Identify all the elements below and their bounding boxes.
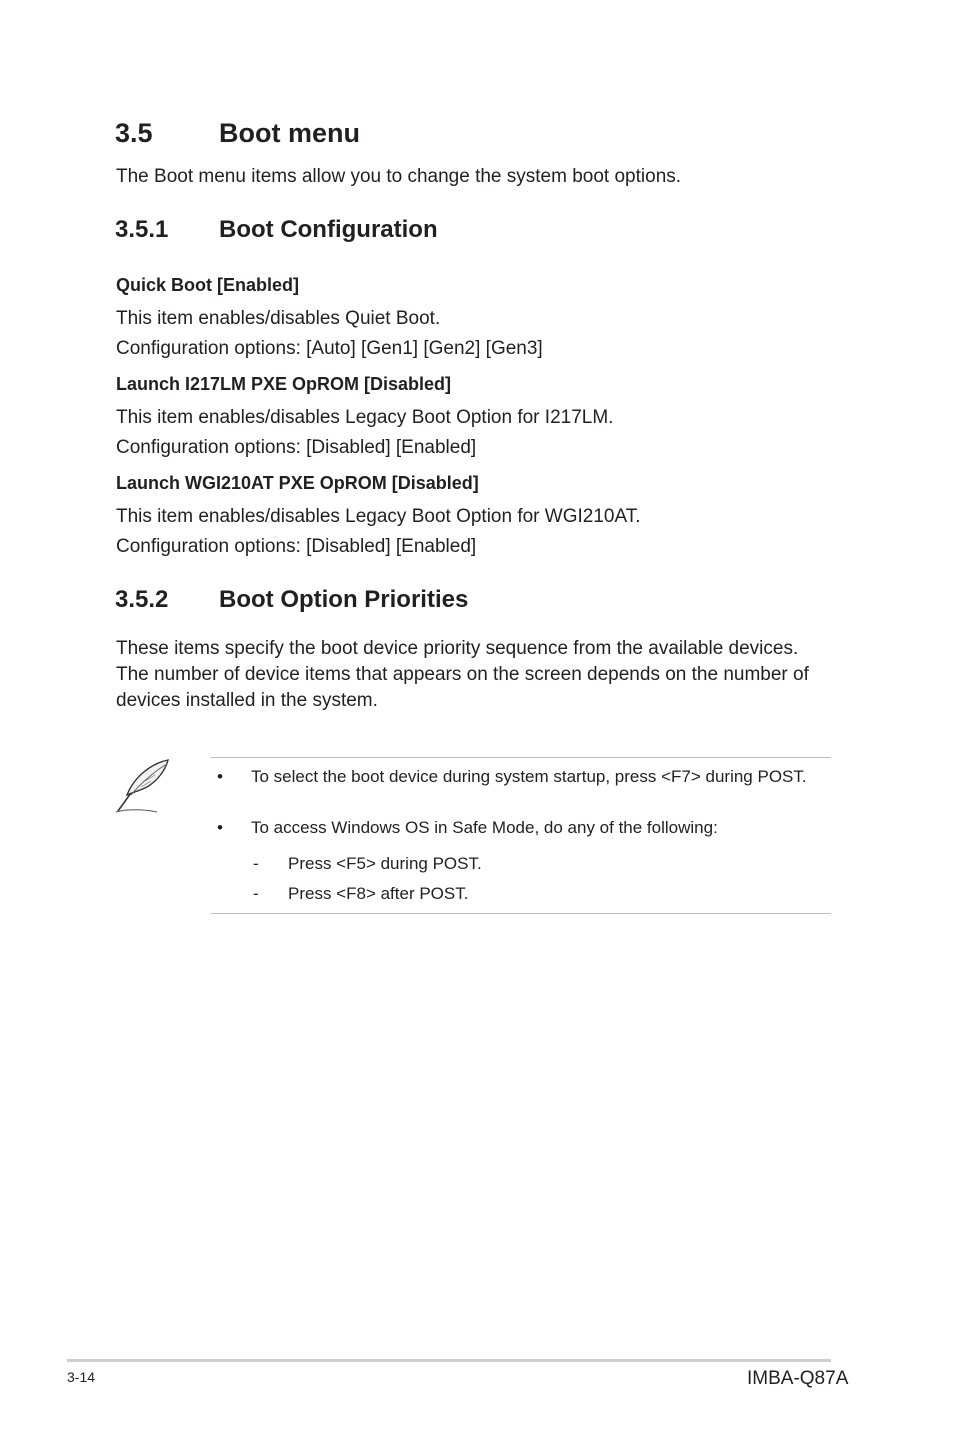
model-name: IMBA-Q87A [747,1368,849,1389]
note-bottom-rule [211,913,831,914]
item-heading-i217lm: Launch I217LM PXE OpROM [Disabled] [116,374,452,394]
item-heading-quick-boot: Quick Boot [Enabled] [116,275,300,295]
bullet-dot: • [217,767,223,786]
item-options: Configuration options: [Auto] [Gen1] [Gen2] [Gen3] [116,338,543,359]
sub2-para-line: The number of device items that appears on the screen depends on the number of [116,664,809,685]
sub1-title: Boot Configuration [219,216,438,243]
page-number: 3-14 [67,1369,96,1385]
sub2-para-line: These items specify the boot device priority sequence from the available devices. [116,638,799,659]
section-heading [115,118,153,149]
item-desc: This item enables/disables Quiet Boot. [116,308,441,329]
item-options: Configuration options: [Disabled] [Enabled] [116,437,477,458]
note-sub-item: Press <F8> after POST. [288,884,469,903]
item-desc: This item enables/disables Legacy Boot Option for I217LM. [116,407,614,428]
section-title: Boot menu [219,118,360,148]
sub2-number: 3.5.2 [115,586,169,613]
item-heading-wgi210at: Launch WGI210AT PXE OpROM [Disabled] [116,473,479,493]
section-intro: The Boot menu items allow you to change the system boot options. [116,166,682,187]
note-sub-item: Press <F5> during POST. [288,854,482,873]
item-desc: This item enables/disables Legacy Boot Option for WGI210AT. [116,506,641,527]
sub2-para-line: devices installed in the system. [116,690,378,711]
dash-marker: - [253,854,259,873]
note-bullet-2: To access Windows OS in Safe Mode, do any of the following: [251,818,718,837]
sub2-title: Boot Option Priorities [219,586,469,613]
bullet-dot: • [217,818,223,837]
section-number: 3.5 [115,118,153,148]
item-options: Configuration options: [Disabled] [Enabled] [116,536,477,557]
dash-marker: - [253,884,259,903]
sub1-number: 3.5.1 [115,216,169,243]
note-top-rule [211,757,831,758]
feather-pen-icon [113,757,175,815]
note-bullet-1: To select the boot device during system startup, press <F7> during POST. [251,767,807,786]
footer-rule [67,1359,831,1362]
